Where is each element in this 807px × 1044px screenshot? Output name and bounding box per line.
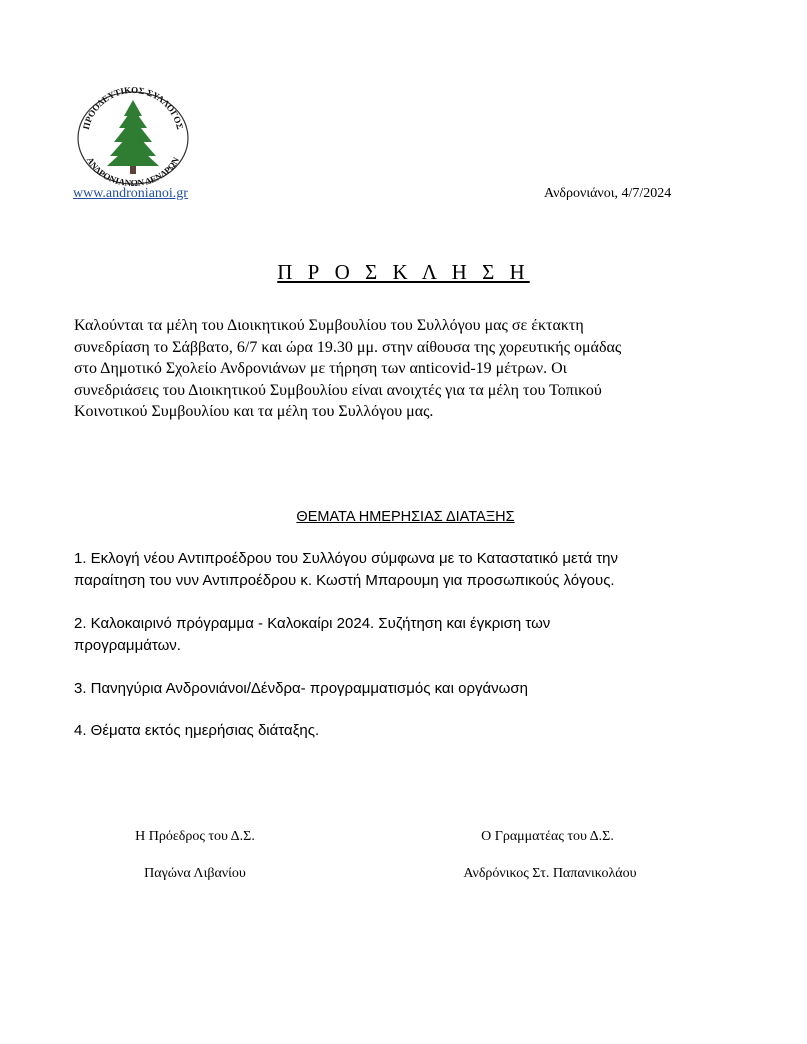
document-title-text: Π Ρ Ο Σ Κ Λ Η Σ Η bbox=[277, 260, 530, 284]
agenda-line: 1. Εκλογή νέου Αντιπροέδρου του Συλλόγου σύμφωνα με το Καταστατικό μετά την bbox=[74, 550, 618, 567]
paragraph-line: συνεδριάσεις του Διοικητικού Συμβουλίου είναι ανοιχτές για τα μέλη του Τοπικού bbox=[74, 381, 602, 399]
agenda-item-1 bbox=[74, 548, 754, 592]
agenda-line: 2. Καλοκαιρινό πρόγραμμα - Καλοκαίρι 2024. Συζήτηση και έγκριση των bbox=[74, 615, 551, 632]
president-name: Παγώνα Λιβανίου bbox=[144, 866, 246, 881]
agenda-line: 3. Πανηγύρια Ανδρονιάνοι/Δένδρα- προγραμματισμός και οργάνωση bbox=[74, 680, 528, 697]
place-date: Ανδρονιάνοι, 4/7/2024 bbox=[544, 186, 672, 201]
document-title bbox=[0, 260, 807, 285]
svg-text:ΠΡΟΟΔΕΥΤΙΚΟΣ ΣΥΛΛΟΓΟΣ: ΠΡΟΟΔΕΥΤΙΚΟΣ ΣΥΛΛΟΓΟΣ bbox=[80, 86, 186, 131]
agenda-line: 4. Θέματα εκτός ημερήσιας διάταξης. bbox=[74, 722, 320, 739]
agenda-heading bbox=[0, 509, 807, 525]
website-link[interactable]: www.andronianoi.gr bbox=[73, 186, 188, 201]
paragraph-line: Κοινοτικού Συμβουλίου και τα μέλη του Συλλόγου μας. bbox=[74, 403, 434, 420]
agenda-item-2 bbox=[74, 613, 754, 657]
association-logo bbox=[74, 86, 192, 186]
secretary-role: Ο Γραμματέας του Δ.Σ. bbox=[481, 829, 614, 844]
agenda-item-4 bbox=[74, 720, 754, 742]
invitation-paragraph bbox=[74, 315, 734, 423]
paragraph-line: Καλούνται τα μέλη του Διοικητικού Συμβουλίου του Συλλόγου μας σε έκτακτη bbox=[74, 317, 584, 334]
paragraph-line: στο Δημοτικό Σχολείο Ανδρονιάνων με τήρηση των αnticovid-19 μέτρων. Οι bbox=[74, 360, 567, 377]
agenda-item-3 bbox=[74, 678, 754, 700]
paragraph-line: συνεδρίαση το Σάββατο, 6/7 και ώρα 19.30 μμ. στην αίθουσα της χορευτικής ομάδας bbox=[74, 338, 622, 356]
president-role: Η Πρόεδρος του Δ.Σ. bbox=[135, 829, 255, 844]
svg-text:ΑΝΔΡΟΝΙΑΝΩΝ ΔΕΝΔΡΩΝ: ΑΝΔΡΟΝΙΑΝΩΝ ΔΕΝΔΡΩΝ bbox=[84, 155, 182, 186]
secretary-name: Ανδρόνικος Στ. Παπανικολάου bbox=[463, 866, 637, 881]
pine-tree-seal-icon bbox=[74, 86, 192, 186]
agenda-heading-text: ΘΕΜΑΤΑ ΗΜΕΡΗΣΙΑΣ ΔΙΑΤΑΞΗΣ bbox=[296, 509, 515, 525]
agenda-line: προγραμμάτων. bbox=[74, 637, 181, 654]
agenda-line: παραίτηση του νυν Αντιπροέδρου κ. Κωστή Μπαρουμη για προσωπικούς λόγους. bbox=[74, 572, 615, 589]
